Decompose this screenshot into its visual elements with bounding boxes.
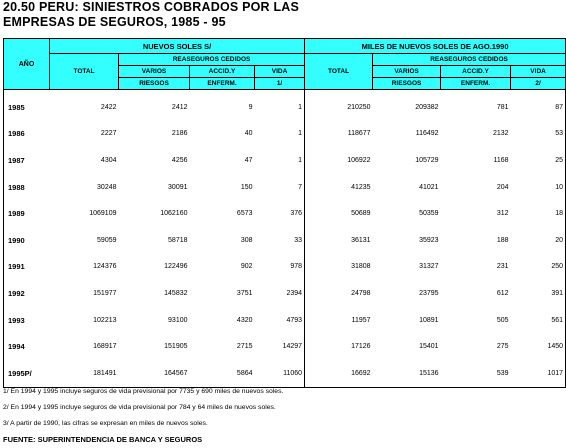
cell-value: 5864 xyxy=(190,360,255,387)
cell-value: 2412 xyxy=(171,103,188,111)
col-header-total: TOTAL xyxy=(50,54,119,90)
col-header-riesgos-2: RIESGOS xyxy=(373,78,441,90)
cell-value: 181491 xyxy=(50,360,119,387)
cell-value: 50689 xyxy=(351,210,371,218)
cell-value: 20 xyxy=(511,227,566,254)
cell-value: 150 xyxy=(240,183,253,191)
cell-value: 16692 xyxy=(305,360,373,387)
cell-value: 106922 xyxy=(347,156,371,164)
cell-value: 231 xyxy=(496,263,509,271)
footnotes xyxy=(3,384,283,448)
table-row xyxy=(4,307,566,334)
cell-value: 124376 xyxy=(93,263,117,271)
cell-value: 250 xyxy=(511,254,566,281)
reaseguros-header: REASEGUROS CEDIDOS xyxy=(119,54,305,66)
cell-value: 188 xyxy=(496,236,509,244)
table-row xyxy=(4,360,566,387)
cell-value: 35923 xyxy=(419,236,439,244)
row-year: 1989 xyxy=(4,200,50,227)
col-header-enferm-2: ENFERM. xyxy=(441,78,511,90)
cell-value: 210250 xyxy=(347,103,371,111)
col-header-varios: VARIOS xyxy=(119,66,190,78)
cell-value: 561 xyxy=(511,307,566,334)
cell-value: 391 xyxy=(511,280,566,307)
cell-value: 58718 xyxy=(168,236,188,244)
col-header-varios-2: VARIOS xyxy=(373,66,441,78)
cell-value: 24798 xyxy=(351,289,371,297)
col-header-accid: ACCID.Y xyxy=(190,66,255,78)
cell-value: 902 xyxy=(240,263,253,271)
table-row xyxy=(4,227,566,254)
cell-value: 10891 xyxy=(419,316,439,324)
cell-value: 4793 xyxy=(255,307,305,334)
cell-value: 25 xyxy=(511,147,566,174)
group-header-nuevos-soles: NUEVOS SOLES S/ xyxy=(50,39,305,54)
table-row xyxy=(4,121,566,148)
table-row xyxy=(4,174,566,201)
table-row xyxy=(4,333,566,360)
cell-value: 47 xyxy=(244,156,253,164)
page-title xyxy=(3,0,299,30)
cell-value: 30248 xyxy=(97,183,117,191)
reaseguros-header-2: REASEGUROS CEDIDOS xyxy=(373,54,566,66)
cell-value: 275 xyxy=(496,343,509,351)
cell-value: 40 xyxy=(244,130,253,138)
col-header-total-2: TOTAL xyxy=(305,54,373,90)
cell-value: 2227 xyxy=(100,130,117,138)
cell-value: 2132 xyxy=(492,130,509,138)
cell-value: 145832 xyxy=(164,289,188,297)
cell-value: 376 xyxy=(255,200,305,227)
cell-value: 17126 xyxy=(351,343,371,351)
col-header-vida-2: VIDA xyxy=(511,66,566,78)
cell-value: 1 xyxy=(255,121,305,148)
row-year: 1988 xyxy=(4,174,50,201)
cell-value: 93100 xyxy=(168,316,188,324)
cell-value: 4304 xyxy=(100,156,117,164)
row-year: 1995P/ xyxy=(4,360,50,387)
cell-value: 209382 xyxy=(415,103,439,111)
cell-value: 164567 xyxy=(119,360,190,387)
cell-value: 33 xyxy=(255,227,305,254)
table-body xyxy=(4,90,566,388)
col-header-vida: VIDA xyxy=(255,66,305,78)
cell-value: 11957 xyxy=(351,316,371,324)
table-row xyxy=(4,254,566,281)
source-note: FUENTE: SUPERINTENDENCIA DE BANCA Y SEGUROS xyxy=(3,435,203,444)
row-year: 1987 xyxy=(4,147,50,174)
table-row xyxy=(4,200,566,227)
cell-value: 105729 xyxy=(415,156,439,164)
claims-table xyxy=(3,38,566,388)
cell-value: 87 xyxy=(511,90,566,121)
cell-value: 6573 xyxy=(236,210,253,218)
cell-value: 1450 xyxy=(511,333,566,360)
table-row xyxy=(4,147,566,174)
cell-value: 2715 xyxy=(236,343,253,351)
cell-value: 9 xyxy=(248,103,253,111)
col-header-vida-note: 1/ xyxy=(255,78,305,90)
cell-value: 11060 xyxy=(255,360,305,387)
cell-value: 308 xyxy=(240,236,253,244)
col-header-enferm: ENFERM. xyxy=(190,78,255,90)
cell-value: 505 xyxy=(496,316,509,324)
cell-value: 50359 xyxy=(419,210,439,218)
cell-value: 1069109 xyxy=(89,210,117,218)
col-header-vida-note-2: 2/ xyxy=(511,78,566,90)
row-year: 1992 xyxy=(4,280,50,307)
year-column-header: AÑO xyxy=(4,39,50,90)
cell-value: 4256 xyxy=(171,156,188,164)
row-year: 1985 xyxy=(4,90,50,121)
cell-value: 3751 xyxy=(236,289,253,297)
cell-value: 151905 xyxy=(164,343,188,351)
cell-value: 15136 xyxy=(373,360,441,387)
cell-value: 1062160 xyxy=(160,210,188,218)
cell-value: 168917 xyxy=(93,343,117,351)
cell-value: 204 xyxy=(496,183,509,191)
col-header-riesgos: RIESGOS xyxy=(119,78,190,90)
cell-value: 59059 xyxy=(97,236,117,244)
row-year: 1993 xyxy=(4,307,50,334)
cell-value: 53 xyxy=(511,121,566,148)
cell-value: 122496 xyxy=(164,263,188,271)
cell-value: 18 xyxy=(511,200,566,227)
row-year: 1986 xyxy=(4,121,50,148)
title-line-1: 20.50 PERU: SINIESTROS COBRADOS POR LAS xyxy=(3,0,300,14)
cell-value: 1 xyxy=(255,90,305,121)
cell-value: 1168 xyxy=(493,156,509,164)
cell-value: 2422 xyxy=(100,103,117,111)
row-year: 1991 xyxy=(4,254,50,281)
cell-value: 23795 xyxy=(419,289,439,297)
cell-value: 7 xyxy=(255,174,305,201)
table-row xyxy=(4,90,566,121)
cell-value: 41235 xyxy=(351,183,371,191)
cell-value: 14297 xyxy=(255,333,305,360)
cell-value: 1017 xyxy=(511,360,566,387)
footnote-1: 1/ En 1994 y 1995 incluye seguros de vida previsional por 7735 y 690 miles de nuevos soles. xyxy=(3,388,284,395)
cell-value: 31327 xyxy=(419,263,439,271)
cell-value: 36131 xyxy=(351,236,371,244)
cell-value: 10 xyxy=(511,174,566,201)
cell-value: 2394 xyxy=(255,280,305,307)
title-line-2: EMPRESAS DE SEGUROS, 1985 - 95 xyxy=(3,15,226,29)
cell-value: 612 xyxy=(496,289,509,297)
cell-value: 978 xyxy=(255,254,305,281)
cell-value: 118677 xyxy=(347,130,371,138)
cell-value: 1 xyxy=(255,147,305,174)
group-header-miles-nuevos-soles: MILES DE NUEVOS SOLES DE AGO.1990 xyxy=(305,39,566,54)
footnote-2: 2/ En 1994 y 1995 incluye seguros de vida previsional por 784 y 64 miles de nuevos soles. xyxy=(3,404,276,411)
cell-value: 116492 xyxy=(415,130,439,138)
cell-value: 2186 xyxy=(171,130,188,138)
cell-value: 102213 xyxy=(93,316,117,324)
cell-value: 15401 xyxy=(419,343,439,351)
cell-value: 781 xyxy=(496,103,509,111)
cell-value: 31808 xyxy=(351,263,371,271)
row-year: 1990 xyxy=(4,227,50,254)
cell-value: 30091 xyxy=(168,183,188,191)
table-row xyxy=(4,280,566,307)
col-header-accid-2: ACCID.Y xyxy=(441,66,511,78)
cell-value: 312 xyxy=(496,210,509,218)
cell-value: 151977 xyxy=(93,289,117,297)
footnote-3: 3/ A partir de 1990, las cifras se expresan en miles de nuevos soles. xyxy=(3,420,208,427)
cell-value: 41021 xyxy=(419,183,439,191)
cell-value: 4320 xyxy=(236,316,253,324)
row-year: 1994 xyxy=(4,333,50,360)
cell-value: 539 xyxy=(441,360,511,387)
